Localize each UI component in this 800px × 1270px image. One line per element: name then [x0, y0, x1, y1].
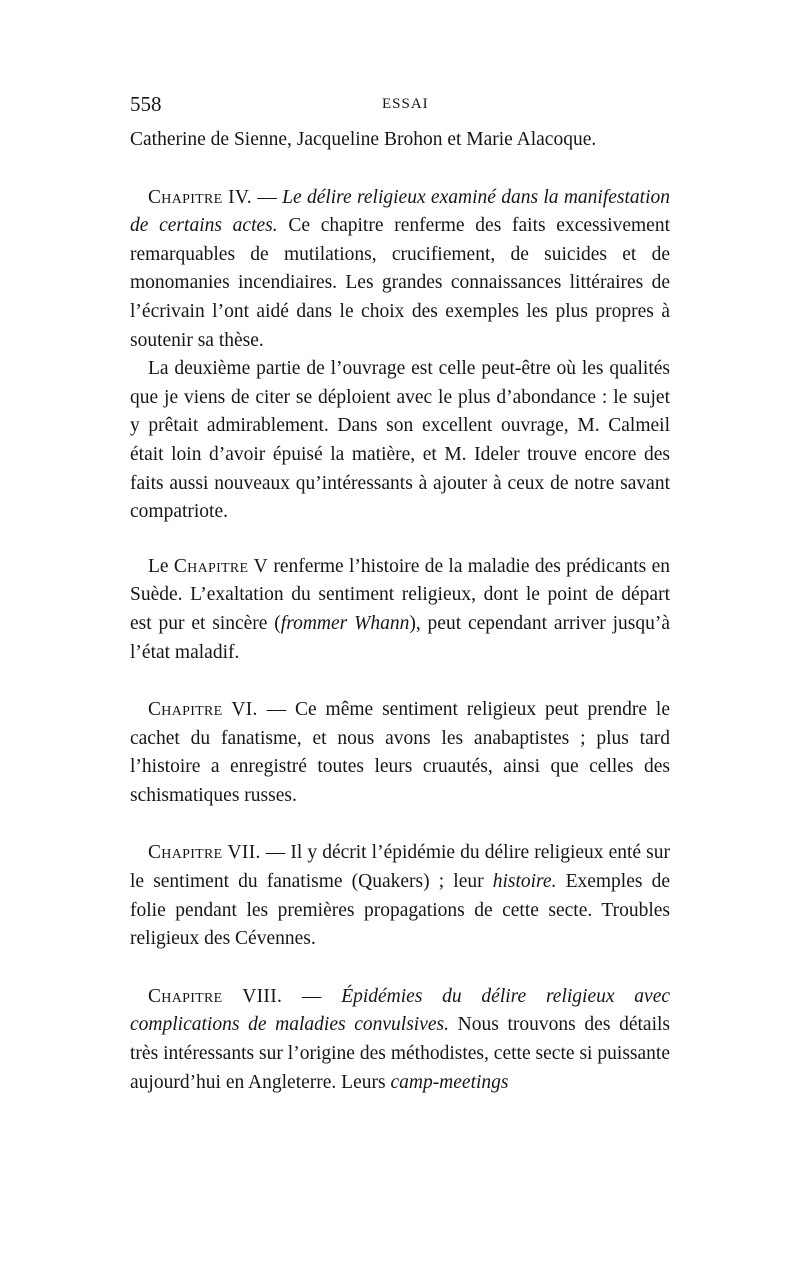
chapter-label: Chapitre IV.: [148, 186, 252, 208]
paragraph-chapitre-iv: [130, 184, 670, 356]
running-title: ESSAI: [382, 96, 429, 112]
paragraph-chapitre-viii: [130, 983, 670, 1097]
paragraph-text-end: Exemples de folie pendant les premières propagations de cette secte. Troubles religieux des Cévennes.: [130, 871, 670, 950]
paragraph-text: Ce chapitre renferme des faits excessivement remarquables de mutilations, crucifiement, de suicides et de monomanies incendiaires. Les grandes connaissances littéraires de l’écrivain l’ont aidé dans le choix des exemples les plus propres à soutenir sa thèse.: [130, 215, 671, 351]
chapter-label: Chapitre VI.: [148, 699, 258, 721]
paragraph-chapitre-vii: [130, 839, 670, 953]
italic-word: histoire.: [492, 871, 557, 893]
dash: —: [282, 985, 342, 1007]
chapter-title: Épidémies du délire religieux avec complications de maladies convulsives.: [130, 985, 671, 1036]
paragraph-chapitre-v: [130, 553, 670, 667]
body-text: [130, 126, 670, 1097]
page-number: 558: [130, 92, 162, 116]
paragraph-deuxieme-partie: La deuxième partie de l’ouvrage est celle peut-être où les qualités que je viens de citer se déploient avec le plus d’abondance : le sujet y prêtait admirablement. Dans son excellent ouvrage, M. Calmeil était loin d’avoir épuisé la matière, et M. Ideler trouve encore des faits aussi nouveaux qu’intéressants à ajouter à ceux de notre savant compatriote.: [130, 358, 670, 523]
chapter-label: Chapitre VIII.: [148, 985, 283, 1007]
paragraph-text: renferme l’histoire de la maladie des prédicants en Suède. L’exaltation du sentiment religieux, dont le point de départ est pur et sincère (: [130, 555, 670, 634]
paragraph-chapitre-vi: [130, 696, 670, 810]
paragraph-text: — Ce même sentiment religieux peut prendre le cachet du fanatisme, et nous avons les anabaptistes ; plus tard l’histoire a enregistré toutes leurs cruautés, ainsi que celles des schismatiques russes.: [130, 699, 670, 806]
chapter-title: Le délire religieux examiné dans la manifestation de certains actes.: [130, 186, 671, 237]
page-header: [130, 92, 670, 122]
paragraph-text: Nous trouvons des détails très intéressants sur l’origine des méthodistes, cette secte si puissante aujourd’hui en Angleterre. Leurs: [130, 1014, 670, 1093]
italic-phrase: frommer Whann: [280, 612, 410, 634]
chapter-label: Chapitre VII.: [148, 842, 261, 864]
paragraph-prefix: Le: [148, 555, 174, 577]
dash: —: [251, 186, 283, 208]
paragraph-text-end: ), peut cependant arriver jusqu’à l’état maladif.: [130, 612, 671, 663]
paragraph-text: — Il y décrit l’épidémie du délire religieux enté sur le sentiment du fanatisme (Quakers) ; leur: [130, 842, 671, 893]
chapter-label: Chapitre V: [173, 555, 269, 577]
paragraph-continuation: Catherine de Sienne, Jacqueline Brohon et Marie Alacoque.: [130, 129, 597, 150]
italic-phrase: camp-meetings: [390, 1071, 509, 1093]
